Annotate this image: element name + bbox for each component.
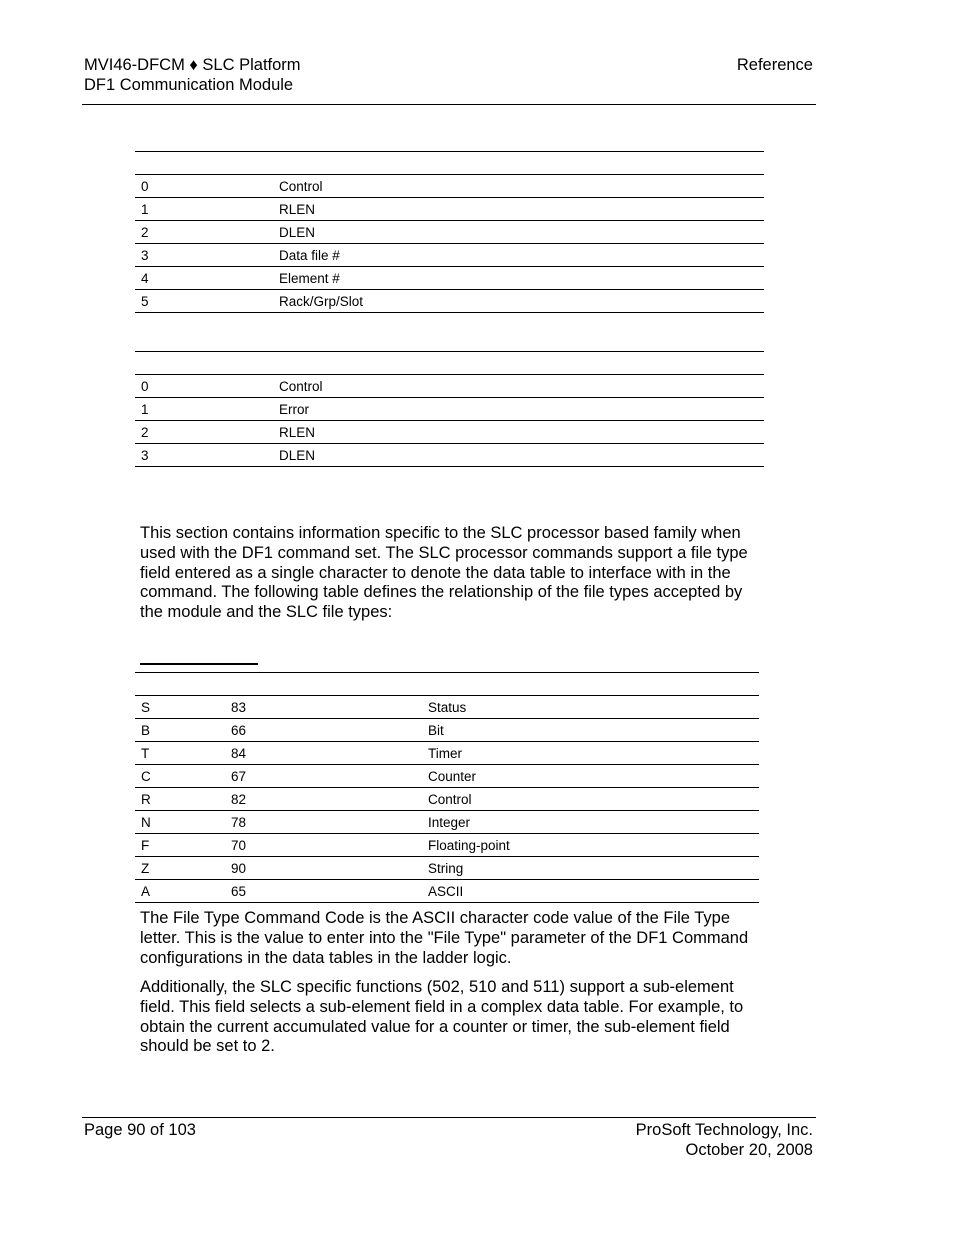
header-divider — [82, 104, 816, 105]
file-description: Counter — [422, 765, 759, 788]
table-header-row — [135, 352, 764, 375]
file-type: F — [135, 834, 225, 857]
word-offset: 5 — [135, 290, 273, 313]
file-description: ASCII — [422, 880, 759, 903]
section-underline — [140, 663, 258, 665]
word-description: RLEN — [273, 198, 764, 221]
table-row — [135, 175, 764, 198]
header-product: MVI46-DFCM ♦ SLC Platform — [84, 56, 301, 74]
sub-element-paragraph: Additionally, the SLC specific functions (502, 510 and 511) support a sub-element field. This field selects a sub-element field in a complex data table. For example, to obtain the current accumulated value for a counter or timer, the sub-element field should be set to 2. — [140, 978, 744, 1056]
word-offset: 3 — [135, 244, 273, 267]
command-code: 78 — [225, 811, 422, 834]
command-code: 70 — [225, 834, 422, 857]
table-row — [135, 290, 764, 313]
table-row — [135, 398, 764, 421]
word-description: Control — [273, 175, 764, 198]
file-description: Integer — [422, 811, 759, 834]
file-description: Floating-point — [422, 834, 759, 857]
table-row — [135, 811, 759, 834]
company-name: ProSoft Technology, Inc. — [635, 1121, 813, 1139]
table-row — [135, 696, 759, 719]
table-row — [135, 834, 759, 857]
file-type: B — [135, 719, 225, 742]
command-code: 84 — [225, 742, 422, 765]
command-code: 65 — [225, 880, 422, 903]
table-row — [135, 742, 759, 765]
table-row — [135, 198, 764, 221]
table-row — [135, 880, 759, 903]
footer-publisher — [636, 1121, 813, 1160]
word-offset: 2 — [135, 421, 273, 444]
command-code: 82 — [225, 788, 422, 811]
header-module: DF1 Communication Module — [84, 75, 294, 94]
word-offset: 0 — [135, 175, 273, 198]
file-description: Bit — [422, 719, 759, 742]
word-description: DLEN — [273, 221, 764, 244]
slc-intro-paragraph: This section contains information specific to the SLC processor based family when used with the DF1 command set. The SLC processor commands support a file type field entered as a single character to denote the data table to interface with in the command. The following table defines the relationship of the file types accepted by the module and the SLC file types: — [140, 524, 748, 622]
word-description: RLEN — [273, 421, 764, 444]
file-description: Status — [422, 696, 759, 719]
response-block-table — [135, 351, 764, 467]
table-row — [135, 719, 759, 742]
table-row — [135, 221, 764, 244]
table-row — [135, 244, 764, 267]
table-row — [135, 375, 764, 398]
word-description: Control — [273, 375, 764, 398]
page-number: Page 90 of 103 — [84, 1121, 196, 1139]
table-row — [135, 857, 759, 880]
file-type: T — [135, 742, 225, 765]
table-header-row — [135, 152, 764, 175]
command-block-table — [135, 151, 764, 313]
command-code: 90 — [225, 857, 422, 880]
file-type: S — [135, 696, 225, 719]
word-offset: 0 — [135, 375, 273, 398]
command-code: 67 — [225, 765, 422, 788]
table-row — [135, 765, 759, 788]
word-description: Error — [273, 398, 764, 421]
file-type: R — [135, 788, 225, 811]
file-type: N — [135, 811, 225, 834]
word-offset: 3 — [135, 444, 273, 467]
word-description: Data file # — [273, 244, 764, 267]
file-type: C — [135, 765, 225, 788]
word-offset: 1 — [135, 398, 273, 421]
file-type: A — [135, 880, 225, 903]
word-offset: 4 — [135, 267, 273, 290]
table-row — [135, 421, 764, 444]
publication-date: October 20, 2008 — [685, 1140, 813, 1159]
command-code: 83 — [225, 696, 422, 719]
file-description: Control — [422, 788, 759, 811]
word-offset: 1 — [135, 198, 273, 221]
word-offset: 2 — [135, 221, 273, 244]
word-description: DLEN — [273, 444, 764, 467]
table-row — [135, 444, 764, 467]
word-description: Rack/Grp/Slot — [273, 290, 764, 313]
file-type-table — [135, 672, 759, 903]
header-title — [84, 56, 301, 95]
file-description: Timer — [422, 742, 759, 765]
table-row — [135, 267, 764, 290]
command-code: 66 — [225, 719, 422, 742]
table-row — [135, 788, 759, 811]
footer-divider — [82, 1117, 816, 1118]
file-type: Z — [135, 857, 225, 880]
header-section: Reference — [736, 56, 813, 74]
file-description: String — [422, 857, 759, 880]
word-description: Element # — [273, 267, 764, 290]
table-header-row — [135, 673, 759, 696]
file-type-code-paragraph: The File Type Command Code is the ASCII character code value of the File Type letter. This is the value to enter into the "File Type" parameter of the DF1 Command configurations in the data tables in the ladder logic. — [140, 909, 749, 967]
